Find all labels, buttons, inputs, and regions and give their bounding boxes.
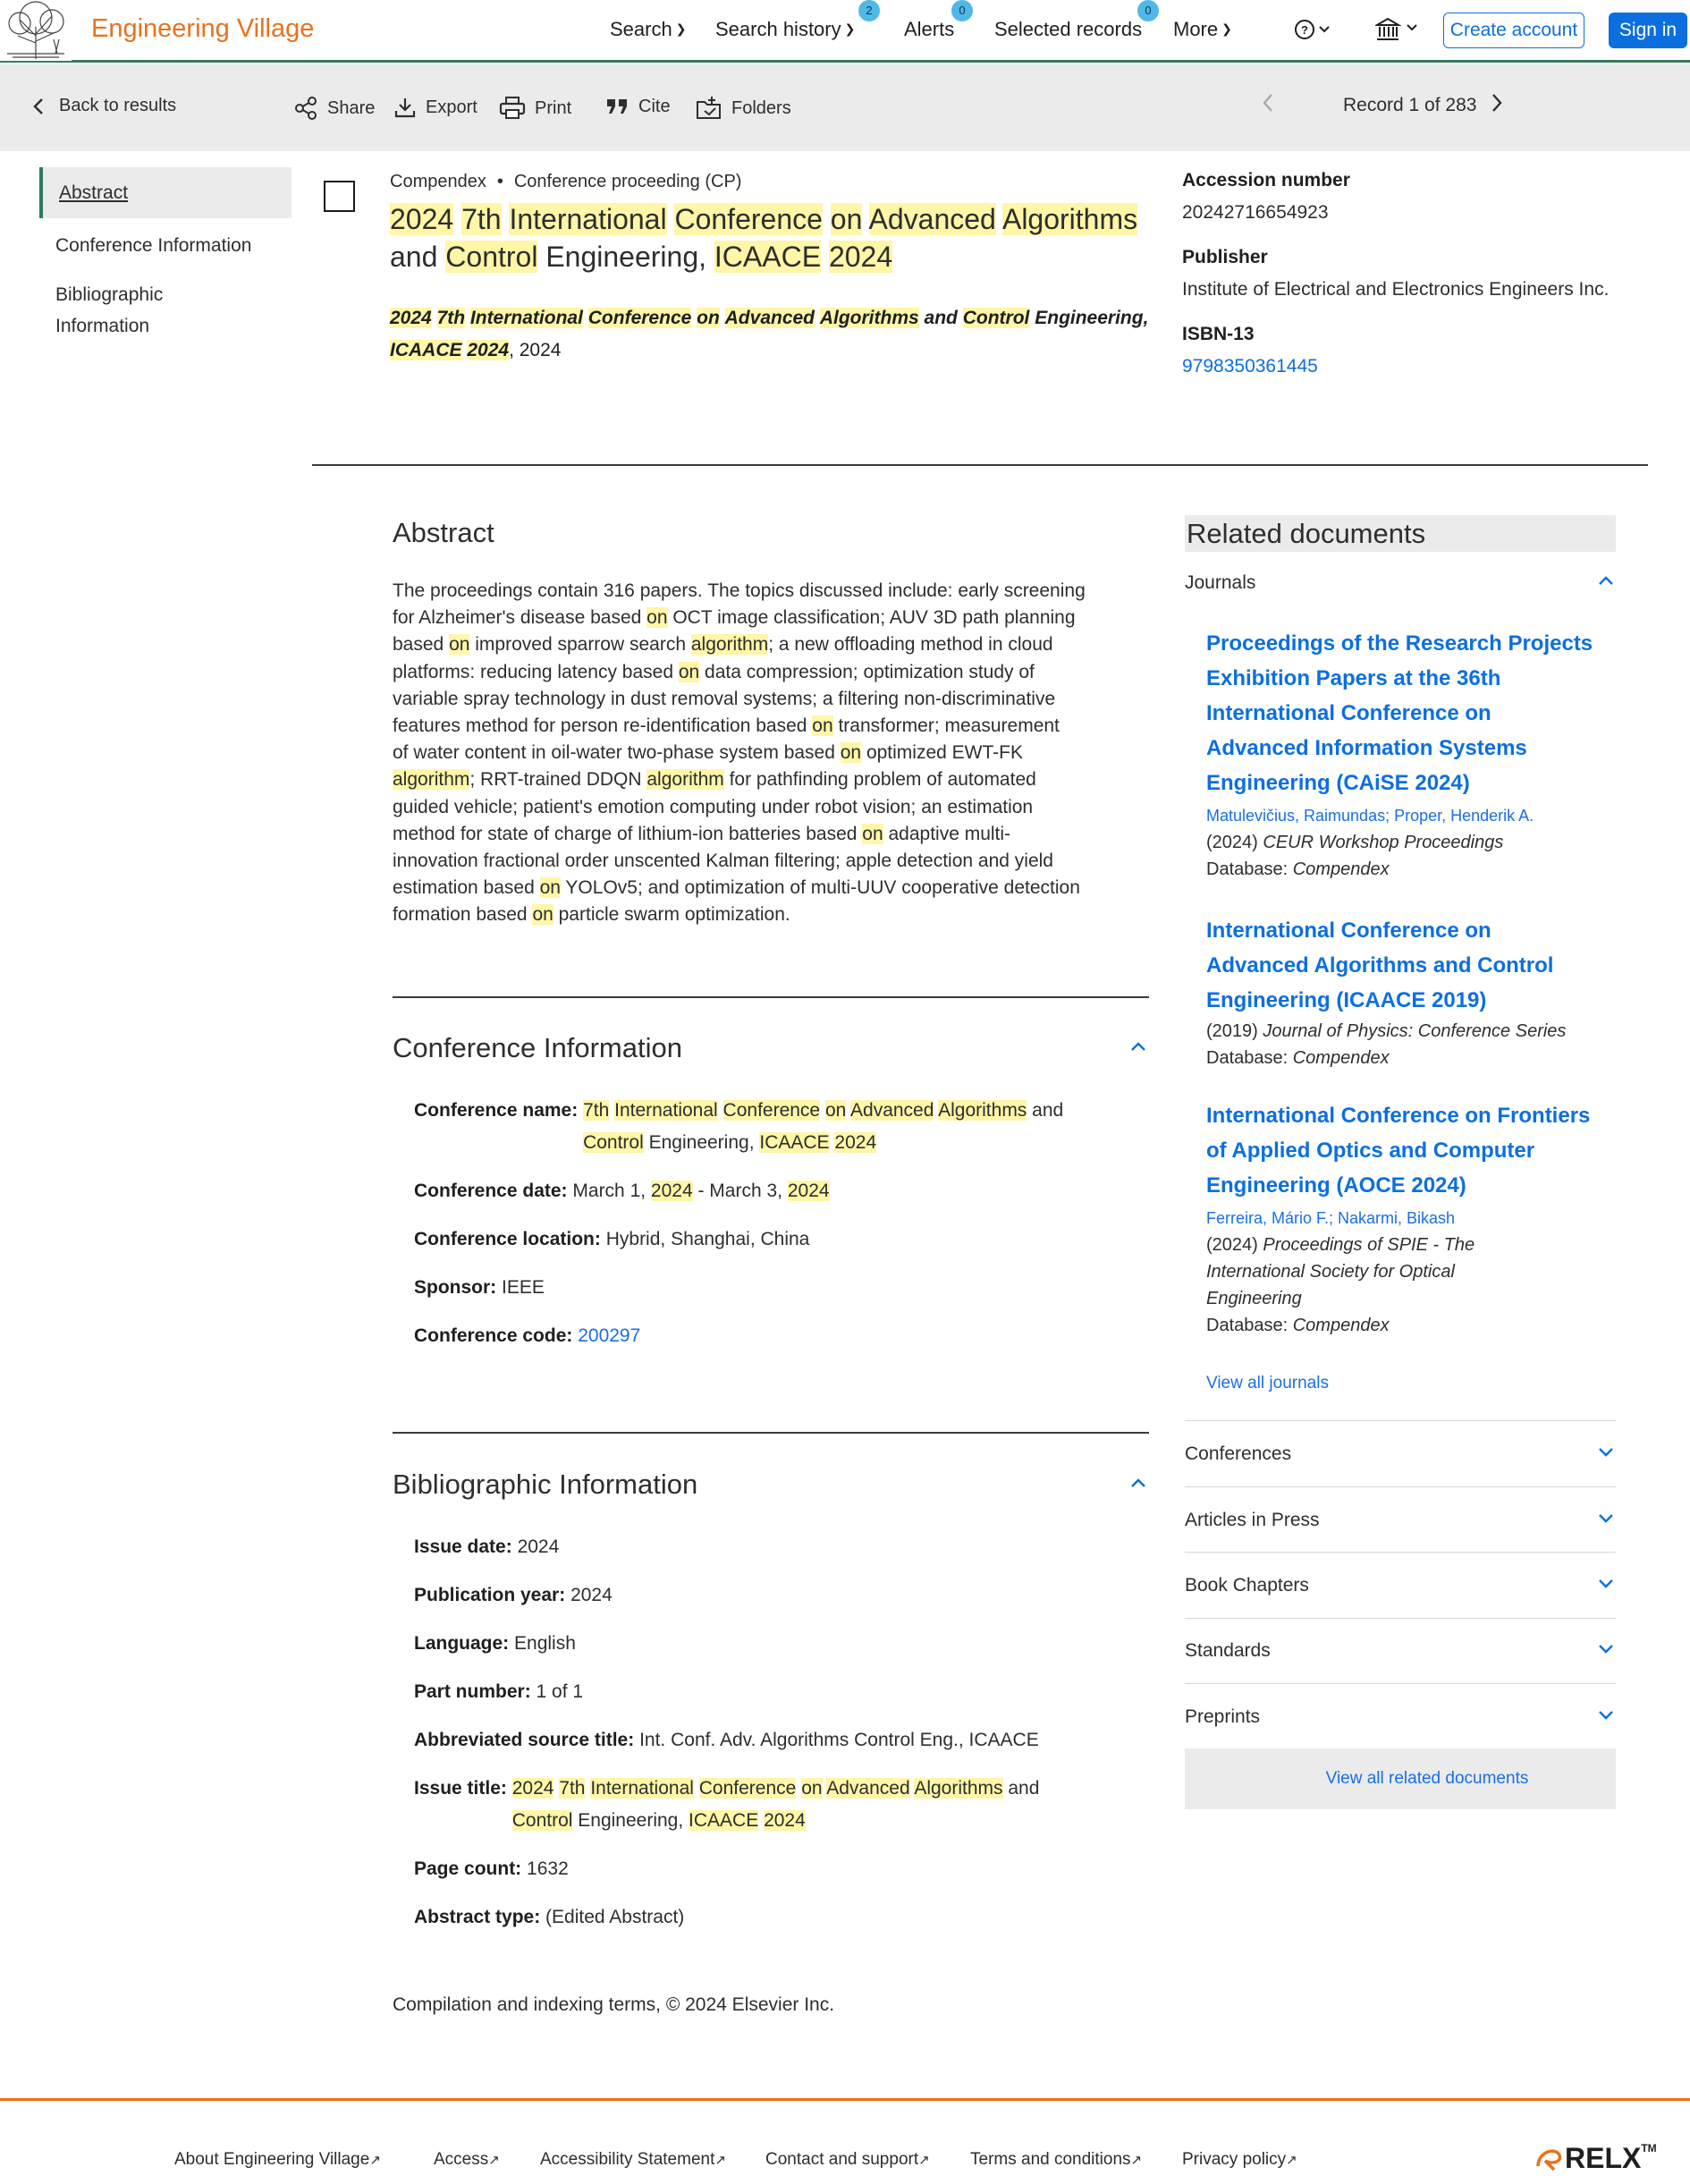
- articles-in-press-group-toggle[interactable]: [1185, 1510, 1616, 1531]
- section-divider: [393, 996, 1149, 998]
- field-word: Engineering,: [648, 1132, 755, 1153]
- group-label: Journals: [1185, 572, 1256, 593]
- trademark: TM: [1641, 2142, 1657, 2154]
- chevron-down-icon: [1596, 1510, 1616, 1530]
- abstract-line: for Alzheimer's disease based on OCT image classification; AUV 3D path planning: [393, 607, 1076, 629]
- abstract-text: [393, 578, 1153, 929]
- document-title: [390, 200, 1159, 275]
- publisher-label: Publisher: [1182, 247, 1268, 267]
- issue-date-field: [414, 1531, 1147, 1563]
- chevron-down-icon: [1596, 1575, 1616, 1596]
- field-label: Issue title:: [414, 1778, 507, 1799]
- abstract-line: method for state of charge of lithium-ion batteries based on adaptive multi-: [393, 823, 1011, 844]
- nav-biblio-line1: Bibliographic: [55, 284, 164, 305]
- abstract-line: estimation based on YOLOv5; and optimization of multi-UUV cooperative detection: [393, 877, 1080, 899]
- relx-mark-icon: [1534, 2145, 1565, 2171]
- print-button[interactable]: Print: [499, 96, 571, 121]
- abstract-line: based on improved sparrow search algorithm; a new offloading method in cloud: [393, 634, 1053, 656]
- related-source: International Society for Optical: [1206, 1262, 1455, 1282]
- alerts-count-badge: 0: [951, 0, 973, 21]
- title-word: Conference: [674, 203, 823, 235]
- abstract-line: algorithm; RRT-trained DDQN algorithm for pathfinding problem of automated: [393, 769, 1036, 791]
- field-label: Conference date:: [414, 1181, 568, 1201]
- conference-heading: Conference Information: [393, 1032, 682, 1063]
- source-word: Engineering,: [1035, 308, 1149, 328]
- field-word: 7th: [559, 1778, 586, 1799]
- relx-logo[interactable]: [1534, 2142, 1657, 2175]
- source-word: Advanced: [724, 308, 815, 328]
- abstract-line: The proceedings contain 316 papers. The topics discussed include: early screening: [393, 580, 1086, 601]
- chevron-left-icon: [32, 97, 45, 116]
- title-word: Advanced: [868, 203, 996, 235]
- source-word: Control: [962, 308, 1030, 328]
- source-word: Algorithms: [819, 308, 919, 328]
- related-database: Database: Compendex: [1206, 1048, 1390, 1068]
- copyright-notice: Compilation and indexing terms, © 2024 Elsevier Inc.: [393, 1994, 835, 2015]
- header-divider: [312, 464, 1648, 466]
- footer-link-access[interactable]: Access↗: [434, 2150, 500, 2169]
- field-value: 2024: [650, 1181, 693, 1201]
- abstract-line: innovation fractional order unscented Kalman filtering; apple detection and yield: [393, 851, 1053, 872]
- external-link-icon: ↗: [1130, 2153, 1143, 2168]
- database-label: Compendex: [390, 172, 486, 191]
- conference-code-field: [414, 1320, 1147, 1352]
- top-header: [0, 0, 1690, 63]
- field-label: Abstract type:: [414, 1907, 541, 1927]
- chevron-down-icon: [1596, 1706, 1616, 1727]
- field-value: 2024: [570, 1585, 613, 1605]
- footer-link-contact[interactable]: Contact and support↗: [765, 2150, 930, 2169]
- field-word: Algorithms: [914, 1778, 1003, 1799]
- field-word: Engineering,: [578, 1810, 684, 1831]
- record-meta: [390, 172, 741, 192]
- page-count-field: [414, 1853, 1147, 1885]
- relx-wordmark: RELX: [1565, 2142, 1642, 2174]
- journals-group-toggle[interactable]: [1185, 572, 1616, 594]
- section-nav: [39, 167, 292, 353]
- previous-record-button[interactable]: [1261, 91, 1275, 121]
- chevron-up-icon: [1128, 1476, 1148, 1490]
- record-details: [1182, 170, 1629, 395]
- back-to-results-button[interactable]: Back to results: [32, 96, 176, 116]
- bibliographic-heading: Bibliographic Information: [393, 1469, 698, 1500]
- external-link-icon: ↗: [488, 2153, 500, 2168]
- conference-location-field: [414, 1223, 1147, 1256]
- chevron-up-icon: [1596, 572, 1616, 593]
- field-word: on: [824, 1100, 847, 1121]
- source-word: Conference: [587, 308, 692, 328]
- accession-number: 20242716654923: [1182, 202, 1329, 223]
- abstract-line: formation based on particle swarm optimization.: [393, 904, 790, 926]
- nav-search-history[interactable]: Search history ❯: [715, 18, 856, 40]
- nav-conference-information[interactable]: Conference Information: [55, 235, 252, 256]
- external-link-icon: ↗: [1286, 2153, 1297, 2168]
- conference-date-field: [414, 1175, 1147, 1207]
- group-divider: [1185, 1420, 1616, 1421]
- field-word: Conference: [722, 1100, 821, 1121]
- field-label: Part number:: [414, 1681, 531, 1702]
- group-label: Standards: [1185, 1640, 1271, 1661]
- standards-group-toggle[interactable]: [1185, 1640, 1616, 1662]
- folder-add-icon: [696, 96, 722, 121]
- field-label: Conference location:: [414, 1229, 601, 1249]
- sponsor-field: [414, 1272, 1147, 1304]
- collapse-bibliographic-button[interactable]: [1128, 1472, 1148, 1495]
- abstract-heading: Abstract: [393, 517, 494, 548]
- field-word: 2024: [511, 1778, 554, 1799]
- abstract-line: features method for person re-identification based on transformer; measurement: [393, 715, 1060, 737]
- related-authors[interactable]: Ferreira, Mário F.; Nakarmi, Bikash: [1206, 1209, 1456, 1227]
- group-label: Preprints: [1185, 1706, 1261, 1727]
- preprints-group-toggle[interactable]: [1185, 1706, 1616, 1728]
- footer-link-about[interactable]: About Engineering Village↗: [174, 2150, 381, 2169]
- record-toolbar: [0, 64, 1690, 151]
- related-source: Engineering: [1206, 1289, 1302, 1308]
- source-word: on: [697, 308, 720, 328]
- field-label: Language:: [414, 1633, 510, 1654]
- field-value: 2024: [517, 1536, 560, 1557]
- field-word: and: [1032, 1100, 1064, 1121]
- book-chapters-group-toggle[interactable]: [1185, 1575, 1616, 1596]
- field-word: on: [801, 1778, 823, 1799]
- field-word: 2024: [834, 1132, 877, 1153]
- field-word: Control: [511, 1810, 573, 1831]
- conferences-group-toggle[interactable]: [1185, 1443, 1616, 1465]
- group-label: Articles in Press: [1185, 1510, 1320, 1530]
- footer-link-accessibility[interactable]: Accessibility Statement↗: [540, 2150, 726, 2169]
- nav-alerts[interactable]: Alerts: [904, 18, 955, 40]
- title-word: International: [509, 203, 667, 235]
- group-divider: [1185, 1486, 1616, 1487]
- conference-name-field: [414, 1095, 1147, 1159]
- field-value: - March 3,: [692, 1181, 788, 1201]
- cite-button[interactable]: Cite: [604, 96, 671, 117]
- publication-year-field: [414, 1579, 1147, 1612]
- abstract-type-field: [414, 1901, 1147, 1934]
- elsevier-tree-logo[interactable]: [0, 0, 72, 61]
- source-line-2: [390, 334, 1159, 367]
- chevron-down-icon: ❯: [1221, 21, 1232, 36]
- footer-link-privacy[interactable]: Privacy policy↗: [1182, 2150, 1297, 2169]
- field-label: Page count:: [414, 1858, 522, 1879]
- title-word: Control: [445, 241, 538, 273]
- field-word: ICAACE: [759, 1132, 830, 1153]
- related-authors[interactable]: Matulevičius, Raimundas; Proper, Henderik A.: [1206, 807, 1534, 825]
- related-journal-item: [1206, 1098, 1600, 1339]
- nav-biblio-line2: Information: [55, 316, 150, 336]
- field-word: Control: [583, 1132, 644, 1153]
- source-word: 7th: [436, 308, 466, 328]
- title-word: Engineering,: [545, 241, 707, 273]
- abstract-line: of water content in oil-water two-phase system based on optimized EWT-FK: [393, 742, 1023, 764]
- field-value: 2024: [787, 1181, 830, 1201]
- field-word: Algorithms: [938, 1100, 1027, 1121]
- field-label: Abbreviated source title:: [414, 1730, 635, 1750]
- title-word: 7th: [461, 203, 502, 235]
- brand-name[interactable]: Engineering Village: [91, 14, 315, 43]
- field-value: 1632: [527, 1858, 569, 1879]
- field-value: English: [514, 1633, 576, 1654]
- field-word: ICAACE: [689, 1810, 759, 1831]
- view-all-related-documents-button[interactable]: View all related documents: [1185, 1748, 1616, 1809]
- chevron-up-icon: [1128, 1039, 1148, 1054]
- selected-records-count-badge: 0: [1137, 0, 1159, 21]
- language-field: [414, 1628, 1147, 1660]
- source-word: International: [469, 308, 583, 328]
- chevron-down-icon: [1596, 1640, 1616, 1661]
- field-label: Publication year:: [414, 1585, 566, 1605]
- field-word: Conference: [698, 1778, 797, 1799]
- field-label: Issue date:: [414, 1536, 512, 1557]
- source-year: , 2024: [509, 340, 562, 360]
- institution-icon: [1375, 16, 1425, 43]
- field-word: 2024: [764, 1810, 806, 1831]
- related-journal-item: [1206, 913, 1600, 1071]
- export-button[interactable]: Export: [393, 96, 477, 119]
- field-word: Advanced: [826, 1778, 910, 1799]
- select-record-checkbox[interactable]: [324, 181, 355, 212]
- title-word: Algorithms: [1001, 203, 1138, 235]
- chevron-down-icon: ❯: [844, 21, 856, 36]
- field-value: Hybrid, Shanghai, China: [605, 1229, 810, 1249]
- footer-link-terms[interactable]: Terms and conditions↗: [970, 2150, 1143, 2169]
- create-account-button[interactable]: Create account: [1443, 13, 1584, 48]
- related-title-link[interactable]: Proceedings of the Research Projects Exhibition Papers at the 36th International Conference on Advanced Information Systems Engineering (CAiSE 2024): [1206, 631, 1593, 795]
- sign-in-button[interactable]: Sign in: [1609, 13, 1687, 48]
- share-icon: [293, 96, 318, 121]
- field-word: International: [590, 1778, 694, 1799]
- group-divider: [1185, 1683, 1616, 1684]
- document-type: Conference proceeding (CP): [513, 172, 742, 191]
- footer-divider: [0, 2098, 1690, 2101]
- view-all-journals-link[interactable]: View all journals: [1206, 1374, 1329, 1393]
- field-value: IEEE: [502, 1277, 545, 1298]
- source-word: 2024: [467, 340, 510, 360]
- source-word: and: [924, 308, 958, 328]
- related-title-link[interactable]: International Conference on Frontiers of Applied Optics and Computer Engineering (AOCE 2024): [1206, 1104, 1591, 1198]
- field-value: 1 of 1: [536, 1681, 584, 1702]
- title-line-1: [390, 200, 1159, 238]
- related-documents-heading: Related documents: [1185, 515, 1616, 552]
- field-label: Conference name:: [414, 1100, 579, 1121]
- source-title: [390, 302, 1159, 367]
- source-word: 2024: [390, 308, 432, 328]
- chevron-left-icon: [1261, 91, 1275, 114]
- separator-dot: •: [496, 172, 503, 191]
- field-value: Int. Conf. Adv. Algorithms Control Eng., ICAACE: [639, 1730, 1039, 1750]
- share-button[interactable]: Share: [293, 96, 375, 121]
- issue-title-field: [414, 1773, 1147, 1837]
- field-word: International: [614, 1100, 718, 1121]
- external-link-icon: ↗: [714, 2153, 726, 2168]
- title-word: on: [830, 203, 863, 235]
- field-word: 7th: [583, 1100, 610, 1121]
- related-journal-item: [1206, 626, 1600, 883]
- field-word: and: [1008, 1778, 1040, 1799]
- abstract-line: variable spray technology in dust removal systems; a filtering non-discriminative: [393, 688, 1056, 709]
- title-word: ICAACE: [714, 241, 822, 273]
- quote-icon: [604, 96, 630, 117]
- accession-number-label: Accession number: [1182, 170, 1350, 190]
- field-word: Advanced: [850, 1100, 934, 1121]
- chevron-down-icon: [1596, 1443, 1616, 1464]
- collapse-conference-button[interactable]: [1128, 1036, 1148, 1059]
- related-source: (2024) Proceedings of SPIE - The: [1206, 1235, 1475, 1255]
- source-word: ICAACE: [390, 340, 462, 360]
- field-value: (Edited Abstract): [545, 1907, 685, 1927]
- abbreviated-source-title-field: [414, 1724, 1147, 1757]
- institution-menu[interactable]: [1375, 16, 1425, 49]
- group-divider: [1185, 1618, 1616, 1619]
- help-icon: [1293, 16, 1336, 43]
- group-label: Conferences: [1185, 1443, 1292, 1464]
- download-icon: [393, 96, 417, 119]
- isbn-label: ISBN-13: [1182, 324, 1255, 344]
- nav-more[interactable]: More ❯: [1173, 18, 1232, 40]
- related-database: Database: Compendex: [1206, 1316, 1390, 1335]
- field-label: Sponsor:: [414, 1277, 497, 1298]
- publisher: Institute of Electrical and Electronics Engineers Inc.: [1182, 279, 1610, 300]
- external-link-icon: ↗: [918, 2153, 930, 2168]
- nav-selected-records[interactable]: Selected records: [994, 18, 1143, 40]
- isbn-link[interactable]: 9798350361445: [1182, 356, 1318, 377]
- related-title-link[interactable]: International Conference on Advanced Algorithms and Control Engineering (ICAACE 2019): [1206, 918, 1554, 1012]
- search-history-count-badge: 2: [858, 0, 880, 21]
- nav-bibliographic-information[interactable]: [39, 273, 292, 353]
- conference-code-link[interactable]: 200297: [578, 1325, 641, 1346]
- related-source: (2024) CEUR Workshop Proceedings: [1206, 833, 1504, 852]
- abstract-line: platforms: reducing latency based on data compression; optimization study of: [393, 661, 1035, 682]
- nav-abstract[interactable]: Abstract: [39, 167, 292, 218]
- group-divider: [1185, 1552, 1616, 1553]
- title-word: and: [390, 241, 438, 273]
- related-source: (2019) Journal of Physics: Conference Series: [1206, 1021, 1567, 1041]
- print-icon: [499, 96, 526, 121]
- section-divider: [393, 1432, 1149, 1434]
- abstract-line: guided vehicle; patient's emotion computing under robot vision; an estimation: [393, 796, 1034, 817]
- record-position: Record 1 of 283: [1343, 95, 1477, 115]
- title-word: 2024: [390, 203, 454, 235]
- part-number-field: [414, 1676, 1147, 1708]
- source-line-1: [390, 302, 1159, 334]
- svg-text:?: ?: [1301, 23, 1308, 37]
- chevron-right-icon: [1490, 91, 1504, 114]
- next-record-button[interactable]: [1490, 91, 1504, 121]
- title-line-2: [390, 238, 1159, 275]
- nav-search[interactable]: Search ❯: [610, 18, 687, 40]
- help-menu[interactable]: [1293, 16, 1336, 49]
- group-label: Book Chapters: [1185, 1575, 1309, 1596]
- external-link-icon: ↗: [369, 2153, 381, 2168]
- title-word: 2024: [828, 241, 893, 273]
- field-value: March 1,: [572, 1181, 651, 1201]
- folders-button[interactable]: Folders: [696, 96, 791, 121]
- chevron-down-icon: ❯: [675, 21, 687, 36]
- field-label: Conference code:: [414, 1325, 573, 1346]
- related-database: Database: Compendex: [1206, 859, 1390, 879]
